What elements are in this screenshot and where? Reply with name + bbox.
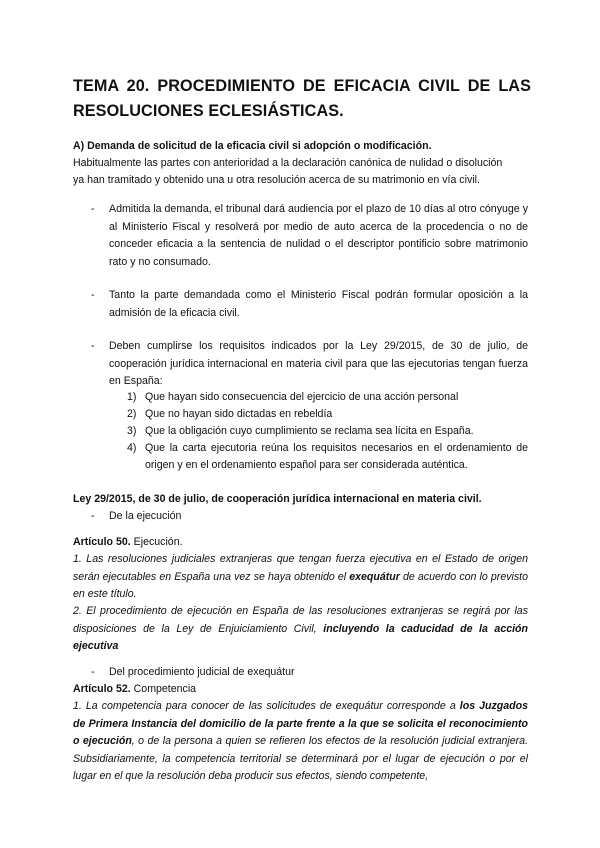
article-52-label: Artículo 52. (73, 683, 131, 695)
text-run: de acuerdo con lo previsto en este título. (73, 570, 528, 600)
ley-heading: Ley 29/2015, de 30 de julio, de cooperación jurídica internacional en materia civil. (73, 493, 482, 505)
document-title: TEMA 20. PROCEDIMIENTO DE EFICACIA CIVIL DE LAS RESOLUCIONES ECLESIÁSTICAS. (73, 77, 531, 120)
requirement-number: 3) (127, 425, 137, 437)
ley-subheading-ejecucion: De la ejecución (109, 510, 182, 522)
article-50-title: Ejecución. (130, 536, 183, 548)
requirement-text: Que la obligación cuyo cumplimiento se reclama sea lícita en España. (145, 425, 474, 437)
bullet-item: Tanto la parte demandada como el Ministerio Fiscal podrán formular oposición a la admisión de la eficacia civil. (109, 289, 528, 319)
ley-subheading-exequatur: Del procedimiento judicial de exequátur (109, 666, 295, 678)
bullet-dash: - (91, 510, 95, 522)
intro-line-1: Habitualmente las partes con anterioridad a la declaración canónica de nulidad o disolución (73, 157, 503, 169)
text-run: 1. Las resoluciones judiciales extranjeras que tengan fuerza ejecutiva en el Estado de origen serán ejecutables en España una vez se haya obtenido el (73, 553, 528, 583)
text-run: 1. La competencia para conocer de las solicitudes de exequátur corresponde a (73, 700, 460, 712)
bullet-dash: - (91, 340, 95, 352)
bullet-dash: - (91, 203, 95, 215)
article-50-heading (73, 534, 183, 551)
article-50-paragraph-2 (73, 603, 528, 656)
article-52-title: Competencia (130, 683, 197, 695)
text-run: , o de la persona a quien se refieren los efectos de la resolución judicial extranjera. Subsidiariamente, la competencia territorial se determinará por el lugar de ejecución o por el lugar en el que la resolución deba producir sus efectos, siendo competente, (73, 735, 529, 782)
requirement-text: Que no hayan sido dictadas en rebeldía (145, 408, 333, 420)
text-run: 2. El procedimiento de ejecución en España de las resoluciones extranjeras se regirá por las disposiciones de la Ley de Enjuiciamiento Civil, (73, 605, 528, 635)
requirement-text: Que la carta ejecutoria reúna los requisitos necesarios en el ordenamiento de origen y en el ordenamiento español para ser considerada auténtica. (145, 442, 528, 471)
bullet-dash: - (91, 289, 95, 301)
article-50-label: Artículo 50. (73, 536, 131, 548)
article-52-paragraph-1 (73, 698, 528, 786)
article-50-paragraph-1 (73, 551, 528, 604)
bullet-item: Deben cumplirse los requisitos indicados por la Ley 29/2015, de 30 de julio, de cooperación jurídica internacional en materia civil para que las ejecutorias tengan fuerza en España: (109, 340, 528, 387)
requirement-number: 2) (127, 408, 137, 420)
text-run-bold: incluyendo la caducidad de la acción ejecutiva (73, 622, 528, 652)
requirement-number: 1) (127, 391, 137, 403)
section-a-heading: A) Demanda de solicitud de la eficacia civil si adopción o modificación. (73, 140, 432, 152)
requirement-text: Que hayan sido consecuencia del ejercicio de una acción personal (145, 391, 459, 403)
text-run-bold: exequátur (349, 570, 400, 583)
bullet-item: Admitida la demanda, el tribunal dará audiencia por el plazo de 10 días al otro cónyuge y al Ministerio Fiscal y resolverá por medio de auto acerca de la procedencia o no de conceder eficacia a la sentencia de nulidad o el descriptor pontificio sobre matrimonio rato y no consumado. (109, 203, 528, 268)
article-52-heading (73, 681, 196, 698)
bullet-dash: - (91, 666, 95, 678)
intro-line-2: ya han tramitado y obtenido una u otra resolución acerca de su matrimonio en vía civil. (73, 174, 480, 186)
text-run-bold: los Juzgados de Primera Instancia del domicilio de la parte frente a la que se solicita el reconocimiento o ejecución (73, 700, 529, 747)
requirement-number: 4) (127, 442, 137, 454)
